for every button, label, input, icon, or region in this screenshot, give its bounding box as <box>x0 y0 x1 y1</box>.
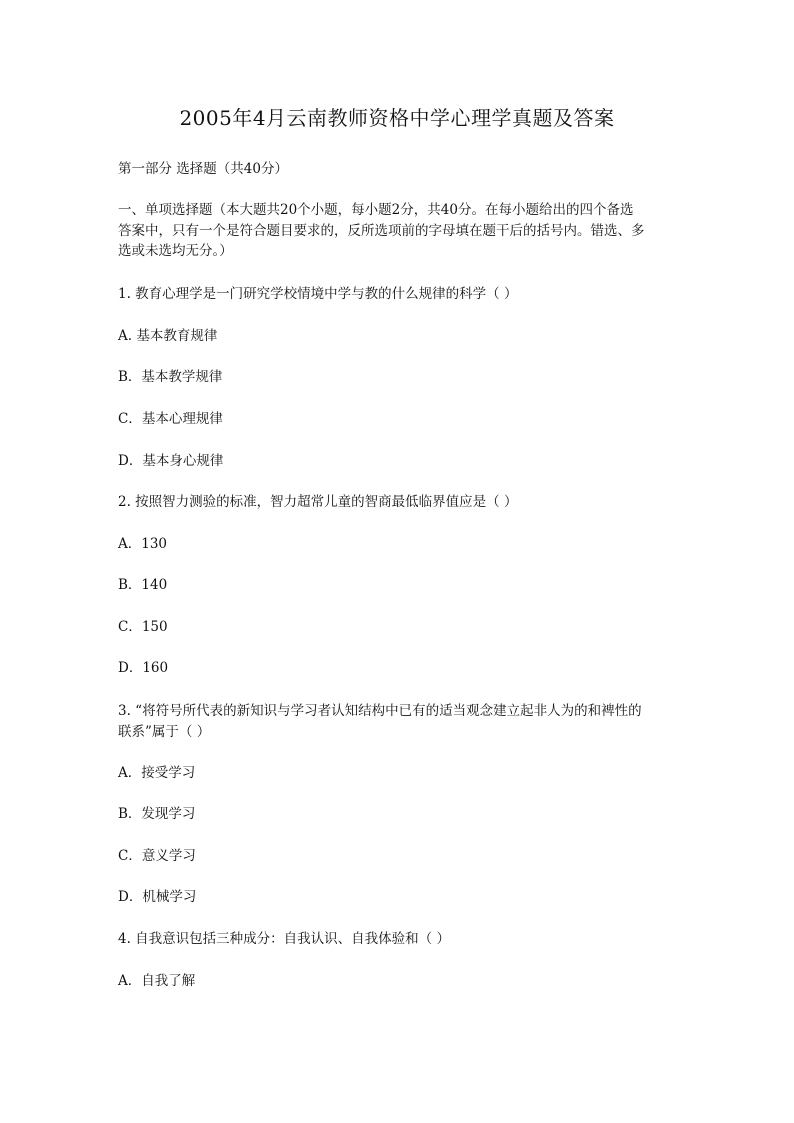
instructions-line: 选或未选均无分。） <box>118 243 233 259</box>
question-4-stem: 4. 自我意识包括三种成分：自我认识、自我体验和（ ） <box>118 931 450 947</box>
question-4-option-a: A．自我了解 <box>118 973 196 989</box>
question-3-option-b: B．发现学习 <box>118 806 196 822</box>
question-3-stem-line: 3. “将符号所代表的新知识与学习者认知结构中已有的适当观念建立起非人为的和裨性的 <box>118 703 642 719</box>
question-3-option-c: C．意义学习 <box>118 848 196 864</box>
question-1-option-b: B．基本教学规律 <box>118 369 223 385</box>
question-2-option-a: A．130 <box>118 536 168 552</box>
question-2-stem: 2. 按照智力测验的标准，智力超常儿童的智商最低临界值应是（ ） <box>118 494 518 510</box>
question-2-option-c: C．150 <box>118 619 168 635</box>
question-1-option-a: A. 基本教育规律 <box>118 328 218 344</box>
question-1-option-d: D．基本身心规律 <box>118 453 224 469</box>
instructions-line: 答案中，只有一个是符合题目要求的，反所选项前的字母填在题干后的括号内。错选、多 <box>118 222 645 239</box>
question-2-option-d: D．160 <box>118 660 169 676</box>
question-3-stem-line: 联系”属于（ ） <box>118 723 211 740</box>
question-3-stem <box>118 701 698 742</box>
document-title: 2005年4月云南教师资格中学心理学真题及答案 <box>179 106 615 130</box>
question-1-option-c: C．基本心理规律 <box>118 411 223 427</box>
instructions-paragraph <box>118 200 698 262</box>
section-heading: 第一部分 选择题（共40分） <box>118 161 288 177</box>
question-2-option-b: B．140 <box>118 577 168 593</box>
question-3-option-d: D．机械学习 <box>118 889 197 905</box>
question-3-option-a: A．接受学习 <box>118 765 196 781</box>
question-1-stem: 1. 教育心理学是一门研究学校情境中学与教的什么规律的科学（ ） <box>118 286 518 302</box>
instructions-line: 一、单项选择题（本大题共20个小题，每小题2分，共40分。在每小题给出的四个备选 <box>118 202 634 218</box>
